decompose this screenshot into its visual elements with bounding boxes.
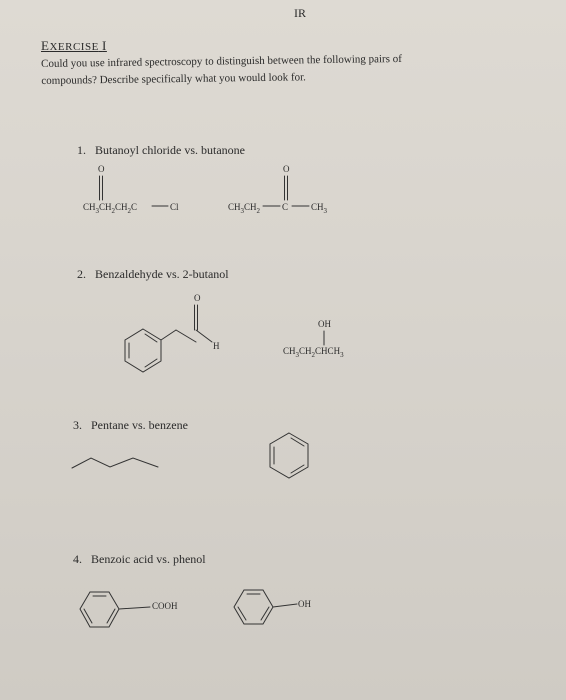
butanone-right: $CH_3$: [311, 202, 328, 215]
benzoic-acid-substituent: COOH: [152, 601, 178, 611]
butanoyl-chloride-chain: $CH_3CH_2CH_2C$: [83, 202, 138, 215]
phenol-ring: [234, 590, 273, 624]
exercise-prompt-line-1: Could you use infrared spectroscopy to distinguish between the following pairs of: [41, 52, 402, 70]
phenol-oh-bond: [273, 604, 297, 607]
butanoyl-chloride-carbonyl-o: O: [98, 164, 105, 174]
butanone-center: C: [282, 202, 289, 212]
item-2-label: Benzaldehyde vs. 2-butanol: [95, 267, 229, 281]
exercise-title-rest: XERCISE: [49, 41, 99, 53]
item-4-number: 4.: [73, 552, 82, 566]
benzaldehyde-carbonyl-bond: [195, 305, 198, 330]
benzaldehyde-ring: [125, 329, 161, 372]
exercise-prompt-line-2: compounds? Describe specifically what you would look for.: [41, 71, 306, 87]
item-3-number: 3.: [73, 418, 82, 432]
benzoic-acid-ring: [80, 592, 119, 627]
item-1-label: Butanoyl chloride vs. butanone: [95, 143, 245, 157]
exercise-title-number: I: [102, 38, 107, 53]
item-3-label: Pentane vs. benzene: [91, 418, 188, 432]
pentane-skeleton: [72, 458, 158, 468]
butanone-carbonyl-o: O: [283, 164, 290, 174]
benzaldehyde-c-c-bond: [176, 330, 196, 342]
butanone-left: $CH_3CH_2$: [228, 202, 261, 215]
benzaldehyde-aldehyde-h: H: [213, 341, 220, 351]
butanol-chain: $CH_3CH_2CHCH_3$: [283, 346, 344, 359]
phenol-substituent: OH: [298, 599, 311, 609]
page-header-code: IR: [294, 6, 306, 20]
butanoyl-chloride-substituent: Cl: [170, 202, 179, 212]
item-4-label: Benzoic acid vs. phenol: [91, 552, 206, 566]
butanol-oh: OH: [318, 319, 331, 329]
benzaldehyde-carbonyl-o: O: [194, 293, 201, 303]
butanoyl-chloride-carbonyl-bond: [100, 176, 103, 200]
butanone-carbonyl-bond: [285, 176, 288, 200]
benzaldehyde-c-h-bond: [196, 330, 212, 342]
item-2-number: 2.: [77, 267, 86, 281]
item-1-number: 1.: [77, 143, 86, 157]
benzoic-acid-cooh-bond: [119, 607, 150, 609]
benzene-ring: [270, 433, 308, 478]
exercise-title-initial: E: [41, 38, 50, 53]
benzaldehyde-ring-bond: [161, 330, 176, 340]
